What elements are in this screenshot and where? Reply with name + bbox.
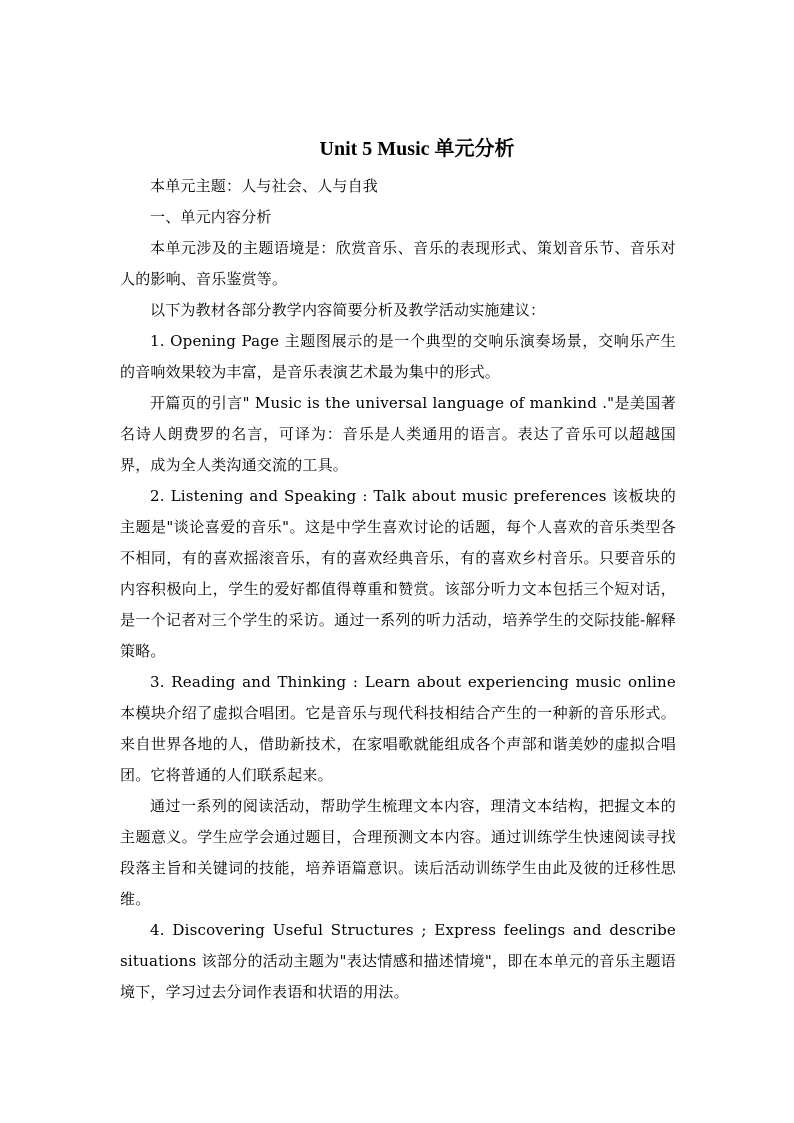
paragraph-opening-page: 1. Opening Page 主题图展示的是一个典型的交响乐演奏场景，交响乐产生的音响效果较为丰富，是音乐表演艺术最为集中的形式。 — [120, 332, 676, 381]
paragraph-context: 本单元涉及的主题语境是：欣赏音乐、音乐的表现形式、策划音乐节、音乐对人的影响、音乐鉴赏等。 — [120, 239, 676, 288]
paragraph-reading-activities: 通过一系列的阅读活动，帮助学生梳理文本内容，理清文本结构，把握文本的主题意义。学生应学会通过题目，合理预测文本内容。通过训练学生快速阅读寻找段落主旨和关键词的技能，培养语篇意识。读后活动训练学生由此及彼的迁移性思维。 — [120, 797, 676, 908]
document-title: Unit 5 Music 单元分析 — [319, 138, 515, 160]
paragraph-theme: 本单元主题：人与社会、人与自我 — [150, 177, 379, 195]
paragraph-discovering: 4. Discovering Useful Structures ; Express feelings and describe situations 该部分的活动主题为"表达情感和描述情境"，即在本单元的音乐主题语境下，学习过去分词作表语和状语的用法。 — [120, 921, 676, 1001]
paragraph-quote: 开篇页的引言" Music is the universal language of mankind ."是美国著名诗人朗费罗的名言，可译为：音乐是人类通用的语言。表达了音乐可以超越国界，成为全人类沟通交流的工具。 — [120, 394, 676, 474]
document-body — [120, 171, 676, 1008]
paragraph-reading: 3. Reading and Thinking : Learn about experiencing music online 本模块介绍了虚拟合唱团。它是音乐与现代科技相结合产生的一种新的音乐形式。来自世界各地的人，借助新技术，在家唱歌就能组成各个声部和谐美妙的虚拟合唱团。它将普通的人们联系起来。 — [120, 673, 676, 784]
paragraph-listening: 2. Listening and Speaking : Talk about music preferences 该板块的主题是"谈论喜爱的音乐"。这是中学生喜欢讨论的话题，每个人喜欢的音乐类型各不相同，有的喜欢摇滚音乐，有的喜欢经典音乐，有的喜欢乡村音乐。只要音乐的内容积极向上，学生的爱好都值得尊重和赞赏。该部分听力文本包括三个短对话，是一个记者对三个学生的采访。通过一系列的听力活动，培养学生的交际技能-解释策略。 — [120, 487, 676, 660]
section-heading: 一、单元内容分析 — [150, 208, 272, 226]
paragraph-intro: 以下为教材各部分教学内容简要分析及教学活动实施建议： — [150, 301, 546, 319]
